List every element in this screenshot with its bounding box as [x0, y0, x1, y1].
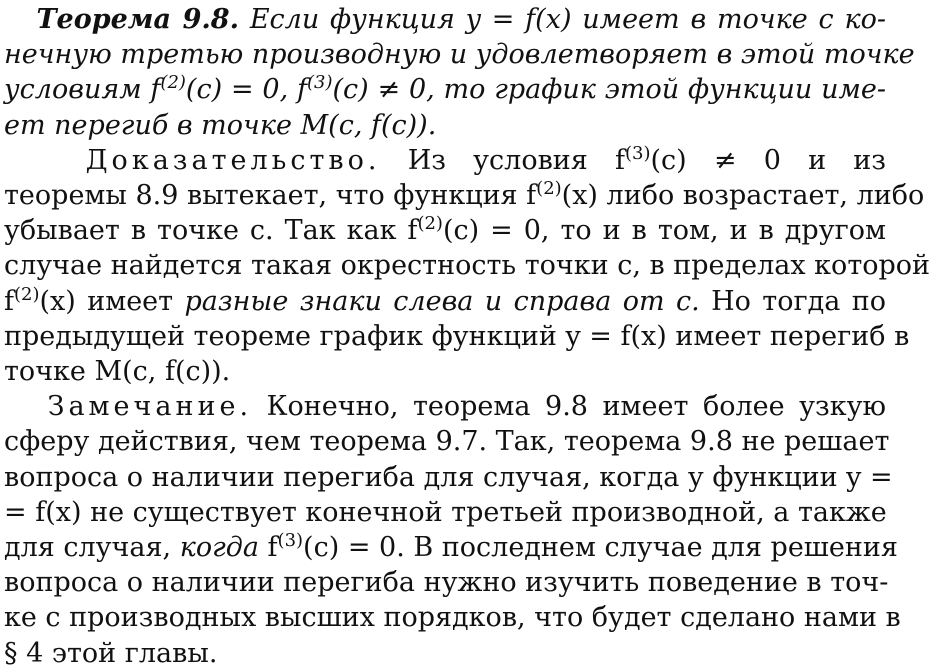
proof-text: f — [4, 285, 14, 317]
remark-line-3: вопроса о наличии перегиба для случая, когда у функции y = — [4, 461, 893, 493]
proof-text: (c) ≠ 0 и из — [650, 144, 887, 176]
remark-text: для случая, — [4, 532, 172, 563]
proof-text: убывает в точке c. Так как f — [4, 215, 418, 247]
proof-text: (c) = 0, то и в том, и в другом — [442, 215, 887, 247]
remark-line-2: сферу действия, чем теорема 9.7. Так, теорема 9.8 не решает — [4, 426, 890, 458]
proof-text: теоремы 8.9 вытекает, что функция f — [4, 180, 537, 211]
remark-text: (c) = 0. В последнем случае для решения — [303, 532, 898, 563]
proof-label: Доказательство. — [85, 144, 381, 176]
emphasis-text: когда — [179, 532, 259, 563]
superscript: (2) — [417, 213, 443, 235]
theorem-text: (c) ≠ 0, то график этой функции име- — [332, 74, 886, 106]
remark-text: вопроса о наличии перегиба нужно изучить поведение в точ- — [4, 567, 889, 599]
superscript: (3) — [625, 142, 651, 164]
proof-line-6: предыдущей теореме график функций y = f(x) имеет перегиб в — [4, 320, 910, 352]
remark-line-8 — [4, 636, 886, 672]
proof-text: (x) либо возрастает, либо — [561, 180, 925, 211]
proof-line-2 — [4, 178, 925, 214]
proof-line-7: точке M(c, f(c)). — [4, 356, 231, 387]
theorem-line-1 — [4, 2, 886, 38]
remark-line-6 — [4, 565, 889, 601]
superscript: (3) — [277, 530, 304, 551]
theorem-text: условиям f — [4, 74, 161, 106]
remark-line-5 — [4, 530, 898, 566]
emphasis-text: разные знаки слева и справа от c. — [184, 285, 700, 317]
theorem-text: (c) = 0, f — [185, 74, 307, 106]
superscript: (3) — [306, 72, 333, 94]
remark-text: § 4 этой главы. — [4, 637, 218, 669]
theorem-line-2: нечную третью производную и удовлетворяет в этой точке — [4, 39, 915, 71]
remark-label: Замечание. — [47, 391, 253, 423]
superscript: (2) — [536, 178, 562, 199]
remark-line-7 — [4, 600, 901, 636]
proof-text: (x) имеет — [39, 285, 174, 317]
theorem-line-3 — [4, 72, 886, 108]
proof-line-1 — [4, 143, 886, 179]
proof-line-3 — [4, 213, 886, 249]
theorem-line-4: ет перегиб в точке M(c, f(c)). — [4, 109, 437, 141]
remark-text: ке c производных высших порядков, что будет сделано нами в — [4, 602, 901, 634]
theorem-text: Если функция y = f(x) имеет в точке c ко- — [249, 4, 886, 35]
proof-text: Из условия f — [407, 144, 625, 176]
theorem-label: Теорема 9.8. — [36, 4, 239, 35]
superscript: (2) — [14, 283, 40, 305]
proof-text: Но тогда по — [711, 285, 886, 317]
remark-text: f — [267, 532, 278, 563]
remark-line-4: = f(x) не существует конечной третьей производной, а также — [4, 496, 887, 528]
proof-line-4: случае найдется такая окрестность точки c, в пределах которой — [4, 250, 930, 282]
superscript: (2) — [160, 72, 186, 94]
proof-line-5 — [4, 284, 886, 320]
remark-line-1 — [4, 389, 886, 425]
remark-text: Конечно, теорема 9.8 имеет более узкую — [266, 391, 886, 423]
